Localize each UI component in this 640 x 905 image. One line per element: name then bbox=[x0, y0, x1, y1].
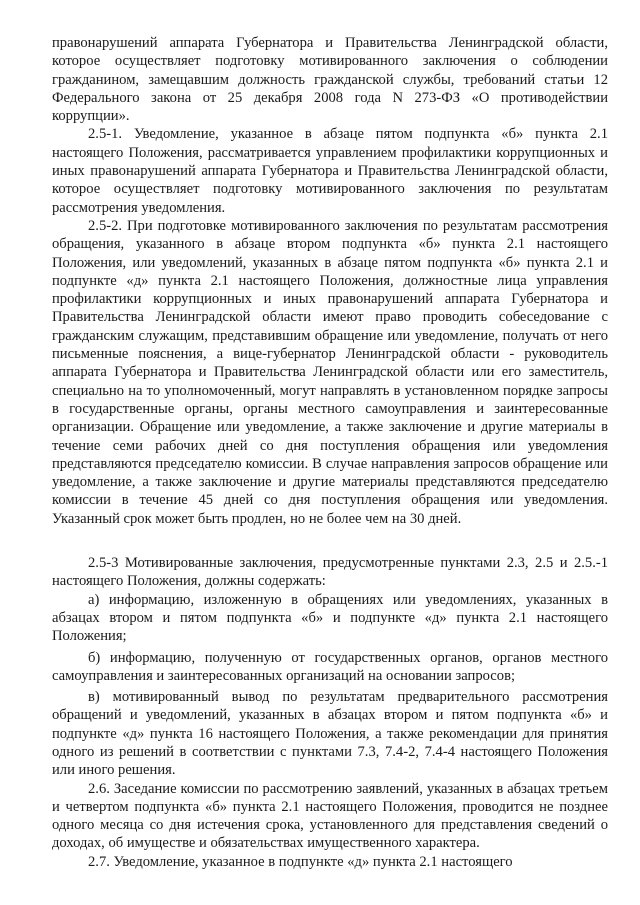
paragraph-continuation: правонарушений аппарата Губернатора и Правительства Ленинградской области, которое осуществляет подготовку мотивированного заключения о соблюдении гражданином, замещавшим должность гражданской службы, требований статьи 12 Федерального закона от 25 декабря 2008 года N 273-ФЗ «О противодействии коррупции». bbox=[52, 35, 608, 125]
list-item-c: в) мотивированный вывод по результатам предварительного рассмотрения обращений и уведомлений, указанных в абзацах втором и пятом подпункта «б» и подпункте «д» пункта 16 настоящего Положения, а также рекомендации для принятия одного из решений в соответствии с пунктами 7.3, 7.4-2, 7.4-4 настоящего Положения или иного решения. bbox=[52, 689, 608, 779]
list-item-b: б) информацию, полученную от государственных органов, органов местного самоуправления и заинтересованных организаций на основании запросов; bbox=[52, 649, 608, 684]
paragraph-2-7: 2.7. Уведомление, указанное в подпункте «д» пункта 2.1 настоящего bbox=[88, 853, 513, 870]
list-item-a: а) информацию, изложенную в обращениях или уведомлениях, указанных в абзацах втором и пятом подпункта «б» и подпункте «д» пункта 2.1 настоящего Положения; bbox=[52, 591, 608, 645]
document-page bbox=[52, 34, 608, 871]
paragraph-2-5-1: 2.5-1. Уведомление, указанное в абзаце пятом подпункта «б» пункта 2.1 настоящего Положения, рассматривается управлением профилактики коррупционных и иных правонарушений аппарата Губернатора и Правительства Ленинградской области, которое осуществляет подготовку мотивированного заключения по результатам рассмотрения уведомления. bbox=[52, 126, 608, 216]
paragraph-2-5-2: 2.5-2. При подготовке мотивированного заключения по результатам рассмотрения обращения, указанного в абзаце втором подпункта «б» пункта 2.1 настоящего Положения, или уведомлений, указанных в абзаце пятом подпункта «б» пункта 2.1 и подпункте «д» пункта 2.1 настоящего Положения, должностные лица управления профилактики коррупционных и иных правонарушений аппарата Губернатора и Правительства Ленинградской области имеют право проводить собеседование с гражданским служащим, представившим обращение или уведомление, получать от него письменные пояснения, а вице-губернатор Ленинградской области - руководитель аппарата Губернатора и Правительства Ленинградской области или его заместитель, специально на то уполномоченный, могут направлять в установленном порядке запросы в государственные органы, органы местного самоуправления и заинтересованные организации. Обращение или уведомление, а также заключение и другие материалы в течение семи рабочих дней со дня поступления обращения или уведомления представляются председателю комиссии. В случае направления запросов обращение или уведомление, а также заключение и другие материалы представляются председателю комиссии в течение 45 дней со дня поступления обращения или уведомления. Указанный срок может быть продлен, но не более чем на 30 дней. bbox=[52, 217, 608, 527]
paragraph-2-6: 2.6. Заседание комиссии по рассмотрению заявлений, указанных в абзацах третьем и четвертом подпункта «б» пункта 2.1 настоящего Положения, проводится не позднее одного месяца со дня истечения срока, установленного для представления сведений о доходах, об имуществе и обязательствах имущественного характера. bbox=[52, 780, 608, 852]
paragraph-spacer bbox=[52, 528, 608, 554]
paragraph-2-5-3: 2.5-3 Мотивированные заключения, предусмотренные пунктами 2.3, 2.5 и 2.5.-1 настоящего Положения, должны содержать: bbox=[52, 555, 608, 590]
